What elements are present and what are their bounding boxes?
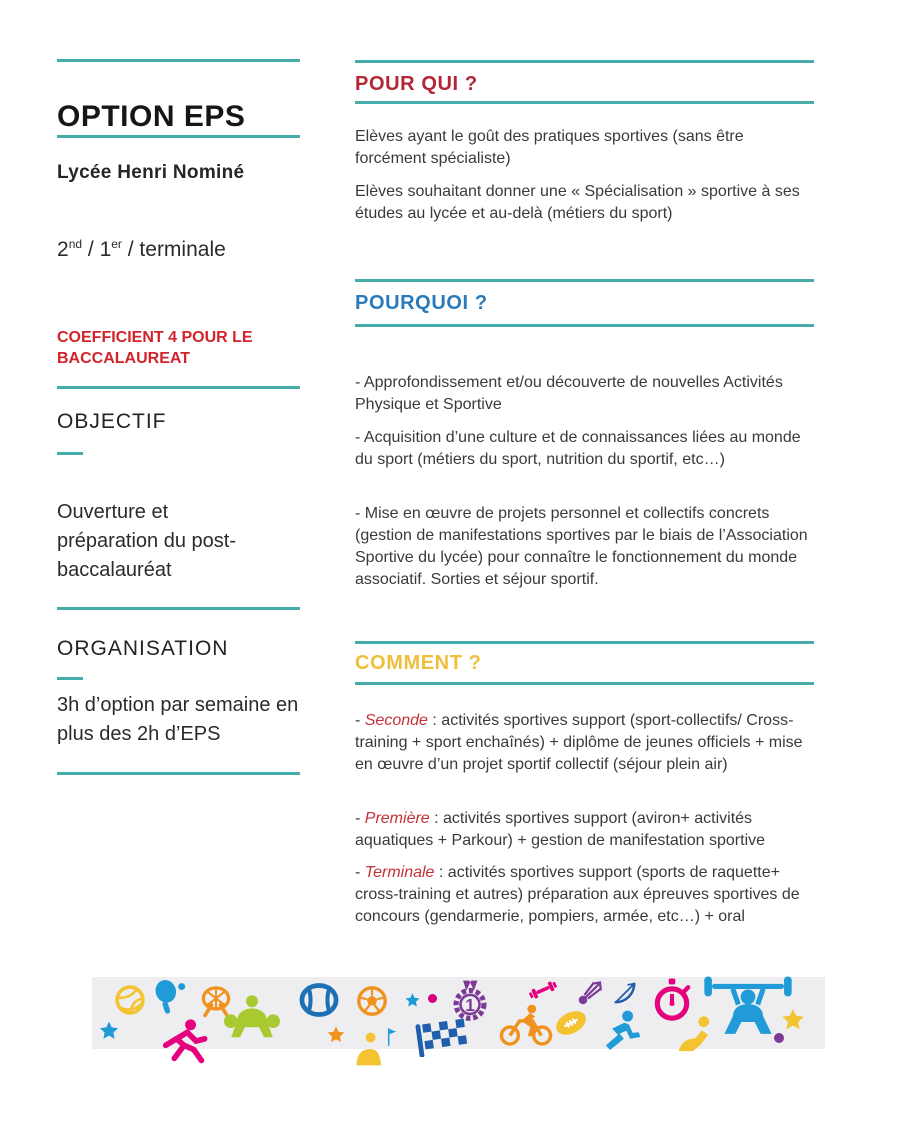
- pour-qui-paragraph: Elèves ayant le goût des pratiques sportives (sans être forcément spécialiste): [355, 128, 744, 167]
- svg-text:1: 1: [465, 995, 475, 1015]
- ball-player-icon: [156, 1015, 210, 1067]
- objectif-text: Ouverture et préparation du post-baccalauréat: [57, 501, 237, 581]
- divider: [355, 682, 814, 685]
- runner-icon: [590, 1009, 646, 1055]
- star-icon: [404, 992, 421, 1009]
- pour-qui-paragraph: Elèves souhaitant donner une « Spécialisation » sportive à ses études au lycée et au-delà (métiers du sport): [355, 183, 800, 222]
- divider: [57, 607, 300, 610]
- divider: [355, 101, 814, 104]
- level-number: 1: [99, 238, 112, 261]
- divider: [57, 135, 300, 138]
- separator: :: [434, 864, 448, 881]
- coefficient-text: POUR LE BACCALAUREAT: [57, 329, 253, 367]
- divider: [355, 60, 814, 63]
- comment-item-premiere: [355, 808, 817, 852]
- volleyball-icon: [112, 982, 148, 1018]
- organisation-text: 3h d’option par semaine en plus des 2h d’EPS: [57, 694, 299, 745]
- divider: [355, 641, 814, 644]
- rugby-ball-icon: [548, 1003, 594, 1043]
- level-term: Seconde: [364, 712, 428, 729]
- dot-icon: [428, 994, 437, 1003]
- coefficient-text: COEFFICIENT: [57, 329, 169, 346]
- level-number: 2: [57, 238, 69, 261]
- first-place-medal-icon: [448, 978, 492, 1022]
- separator: :: [427, 712, 442, 729]
- checkered-flag-icon: [414, 1017, 470, 1057]
- section-heading-comment: COMMENT ?: [355, 652, 482, 674]
- section-heading-pour-qui: POUR QUI ?: [355, 73, 478, 95]
- comment-text: activités sportives support (sport-collectifs/ Cross-training + sport enchaînés) + diplôme de jeunes officiels + mise en œuvre d’un projet sportif collectif (séjour plein air): [355, 712, 803, 773]
- bullet-dash: -: [355, 864, 365, 881]
- star-icon: [98, 1020, 120, 1042]
- comment-item-terminale: [355, 862, 817, 928]
- comment-item-seconde: [355, 710, 817, 776]
- level-separator: / terminale: [121, 238, 226, 261]
- pourquoi-bullet: - Mise en œuvre de projets personnel et collectifs concrets (gestion de manifestations sportives par le biais de l’Association Sportive du lycée) pour connaître le fonctionnement du monde associatif. Sorties et séjour sportif.: [355, 505, 808, 588]
- divider: [57, 386, 300, 389]
- divider: [57, 59, 300, 62]
- dot-icon: [774, 1033, 784, 1043]
- coefficient-note: [57, 327, 287, 369]
- accent-dash: [57, 452, 83, 455]
- star-icon: [326, 1025, 346, 1045]
- bow-and-arrow-icon: [610, 978, 640, 1008]
- squat-lifter-icon: [220, 989, 284, 1047]
- sports-icons-band: [92, 977, 825, 1049]
- separator: :: [429, 810, 444, 827]
- section-heading-pourquoi: POURQUOI ?: [355, 292, 488, 314]
- level-term: Terminale: [364, 864, 435, 881]
- bullet-dash: -: [355, 712, 365, 729]
- accent-dash: [57, 677, 83, 680]
- comment-text: activités sportives support (aviron+ activités aquatiques + Parkour) + gestion de manifestation sportive: [355, 810, 766, 849]
- school-name: Lycée Henri Nominé: [57, 162, 245, 183]
- coefficient-value: 4: [168, 329, 178, 346]
- level-term: Première: [364, 810, 430, 827]
- divider: [355, 324, 814, 327]
- soccer-ball-icon: [354, 983, 390, 1019]
- level-suffix: er: [111, 237, 122, 251]
- bullet-dash: -: [355, 810, 365, 827]
- divider: [57, 772, 300, 775]
- page-title: OPTION EPS: [57, 100, 246, 134]
- section-heading-organisation: ORGANISATION: [57, 637, 229, 660]
- divider: [355, 279, 814, 282]
- level-separator: /: [82, 238, 100, 261]
- table-tennis-icon: [150, 978, 188, 1016]
- cyclist-icon: [498, 1001, 554, 1047]
- level-suffix: nd: [68, 237, 83, 251]
- section-heading-objectif: OBJECTIF: [57, 410, 167, 433]
- star-icon: [780, 1007, 806, 1033]
- tennis-ball-icon: [296, 980, 342, 1020]
- pennant-icon: [380, 1025, 398, 1049]
- shuttlecock-icon: [574, 978, 606, 1008]
- pourquoi-bullet: - Approfondissement et/ou découverte de nouvelles Activités Physique et Sportive: [355, 374, 783, 413]
- comment-text: activités sportives support (sports de raquette+ cross-training et autres) préparation aux épreuves sportives de concours (gendarmerie, pompiers, armée, etc…) + oral: [355, 864, 800, 925]
- grade-levels: [57, 237, 226, 262]
- pourquoi-bullet: - Acquisition d’une culture et de connaissances liées au monde du sport (métiers du sport, nutrition du sportif, etc…): [355, 429, 801, 468]
- dumbbell-icon: [524, 975, 562, 1005]
